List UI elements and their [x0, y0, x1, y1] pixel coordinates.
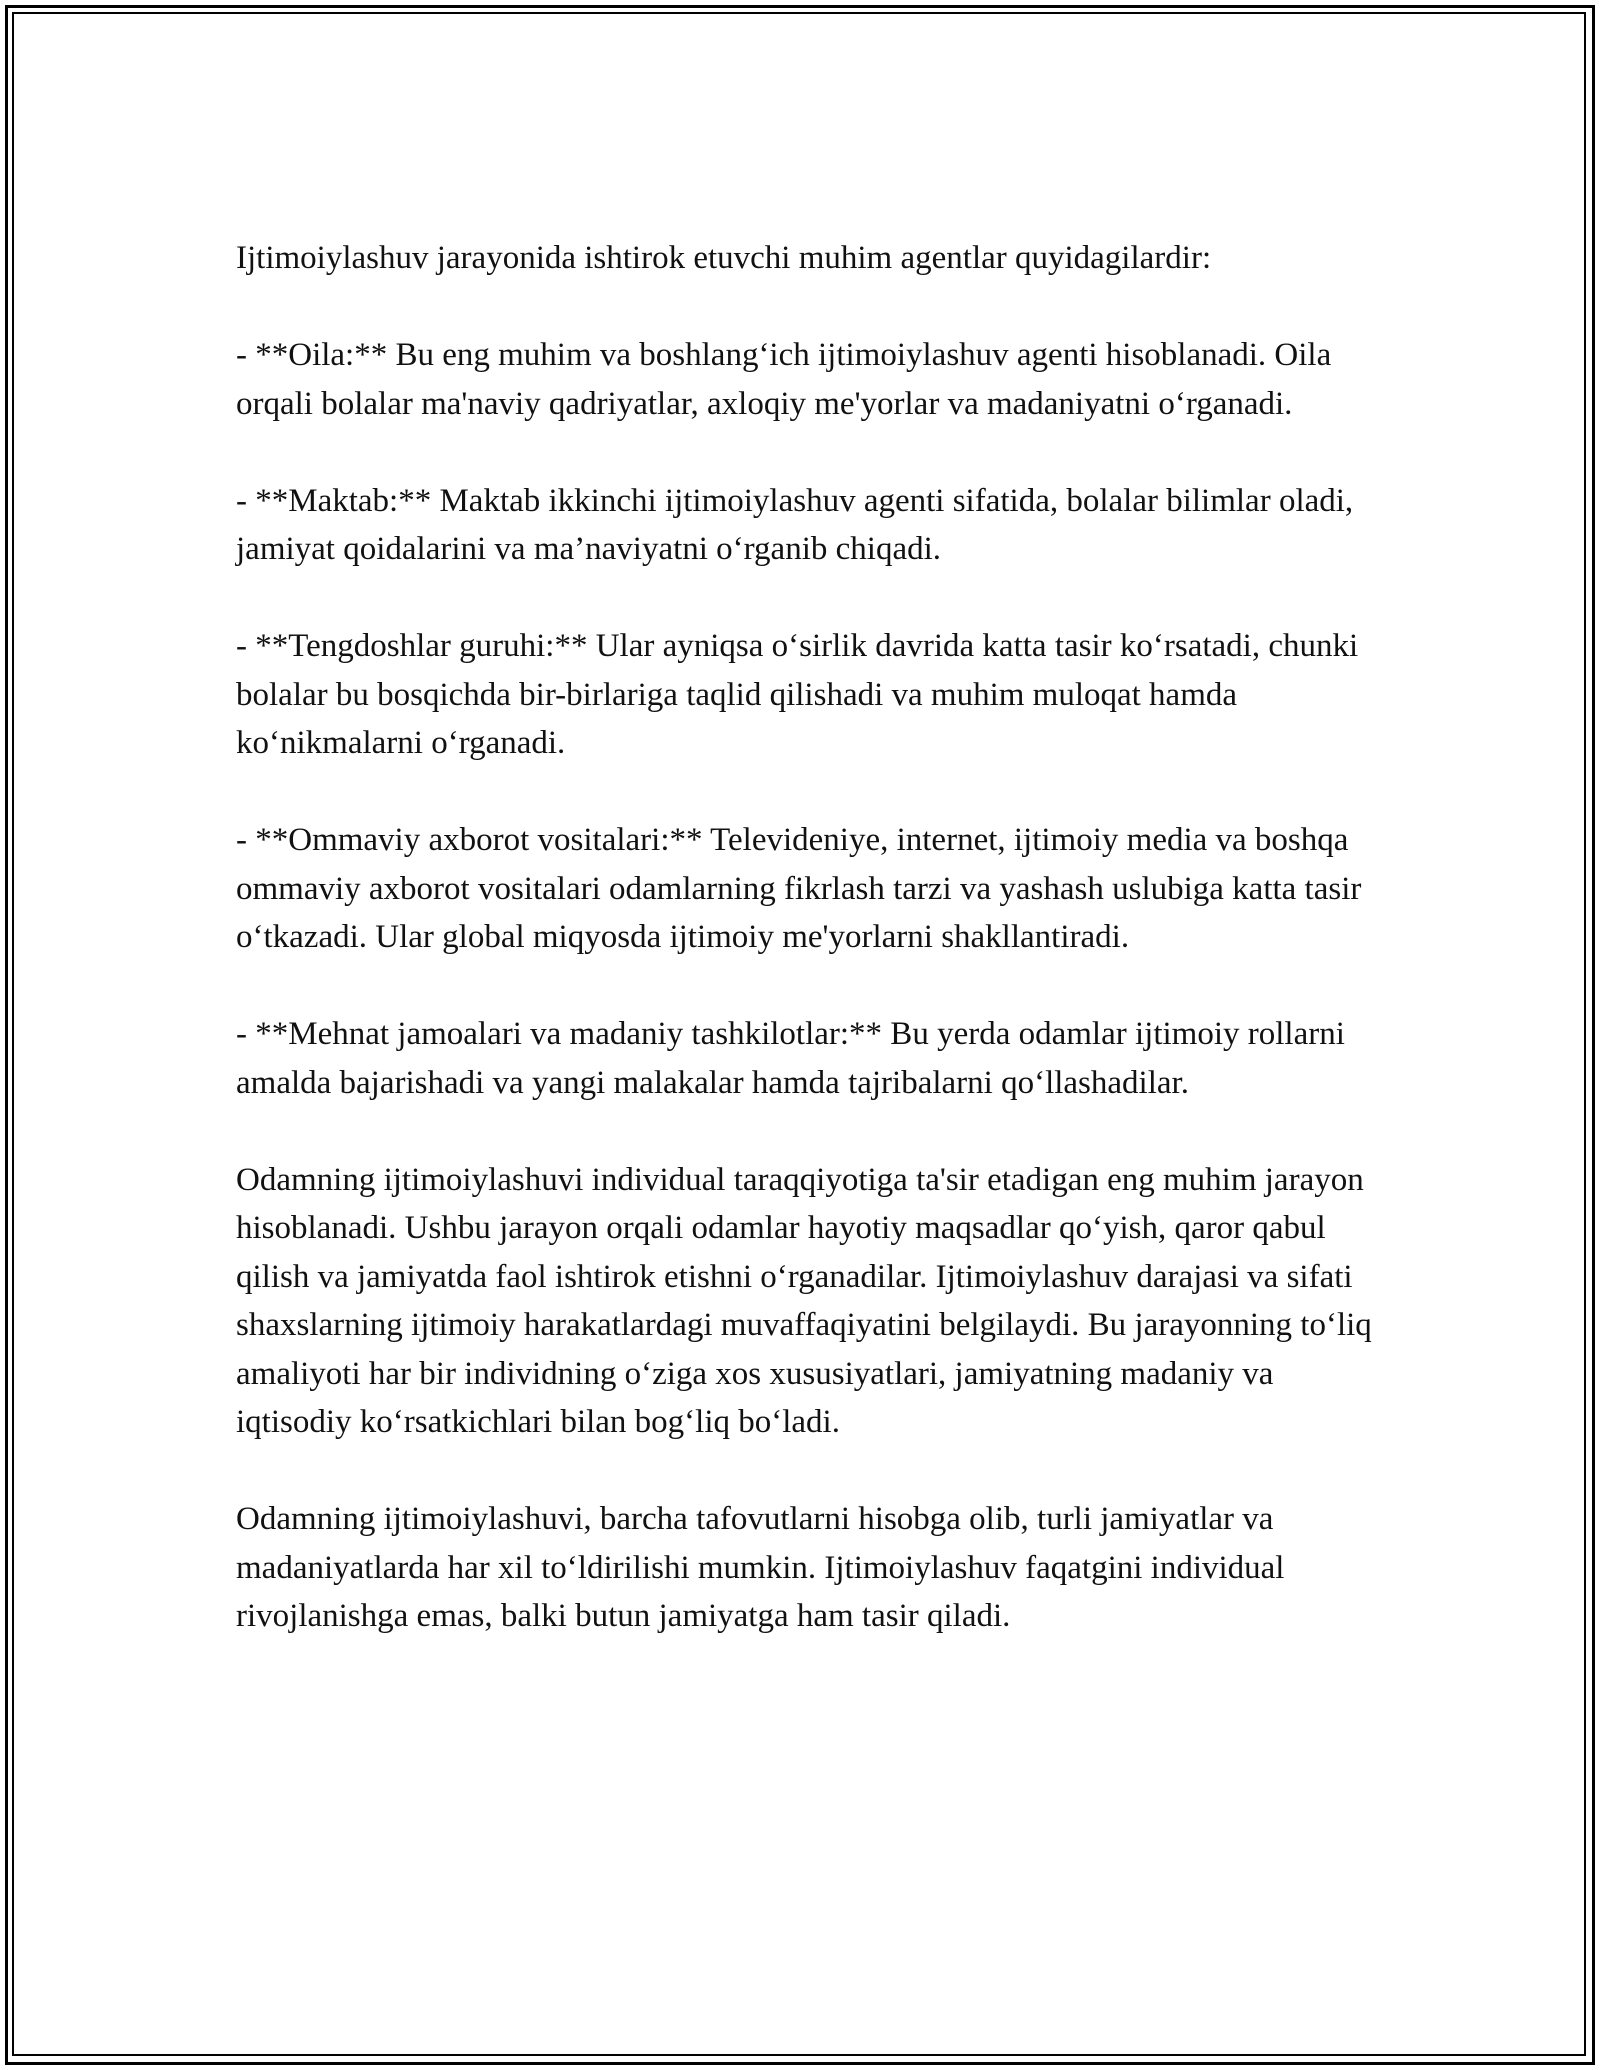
- agent-family-paragraph: - **Oila:** Bu eng muhim va boshlang‘ich ijtimoiylashuv agenti hisoblanadi. Oila orqali bolalar ma'naviy qadriyatlar, axloqiy me'yorlar va madaniyatni o‘rganadi.: [236, 337, 1332, 422]
- agent-school-paragraph: - **Maktab:** Maktab ikkinchi ijtimoiylashuv agenti sifatida, bolalar bilimlar oladi, jamiyat qoidalarini va ma’naviyatni o‘rganib chiqadi.: [236, 482, 1354, 567]
- intro-paragraph: Ijtimoiylashuv jarayonida ishtirok etuvchi muhim agentlar quyidagilardir:: [236, 240, 1212, 276]
- importance-paragraph: Odamning ijtimoiylashuvi individual taraqqiyotiga ta'sir etadigan eng muhim jarayon hisoblanadi. Ushbu jarayon orqali odamlar hayotiy maqsadlar qo‘yish, qaror qabul qilish va jamiyatda faol ishtirok etishni o‘rganadilar. Ijtimoiylashuv darajasi va sifati shaxslarning ijtimoiy harakatlardagi muvaffaqiyatini belgilaydi. Bu jarayonning to‘liq amaliyoti har bir individning o‘ziga xos xususiyatlari, jamiyatning madaniy va iqtisodiy ko‘rsatkichlari bilan bog‘liq bo‘ladi.: [236, 1161, 1372, 1440]
- agent-media-paragraph: - **Ommaviy axborot vositalari:** Televideniye, internet, ijtimoiy media va boshqa ommaviy axborot vositalari odamlarning fikrlash tarzi va yashash uslubiga katta tasir o‘tkazadi. Ular global miqyosda ijtimoiy me'yorlarni shakllantiradi.: [236, 822, 1362, 955]
- agent-peers-paragraph: - **Tengdoshlar guruhi:** Ular ayniqsa o‘sirlik davrida katta tasir ko‘rsatadi, chunki bolalar bu bosqichda bir-birlariga taqlid qilishadi va muhim muloqat hamda ko‘nikmalarni o‘rganadi.: [236, 628, 1359, 761]
- document-body: [236, 234, 1386, 1689]
- conclusion-paragraph: Odamning ijtimoiylashuvi, barcha tafovutlarni hisobga olib, turli jamiyatlar va madaniyatlarda har xil to‘ldirilishi mumkin. Ijtimoiylashuv faqatgini individual rivojlanishga emas, balki butun jamiyatga ham tasir qiladi.: [236, 1501, 1285, 1634]
- agent-work-paragraph: - **Mehnat jamoalari va madaniy tashkilotlar:** Bu yerda odamlar ijtimoiy rollarni amalda bajarishadi va yangi malakalar hamda tajribalarni qo‘llashadilar.: [236, 1016, 1345, 1101]
